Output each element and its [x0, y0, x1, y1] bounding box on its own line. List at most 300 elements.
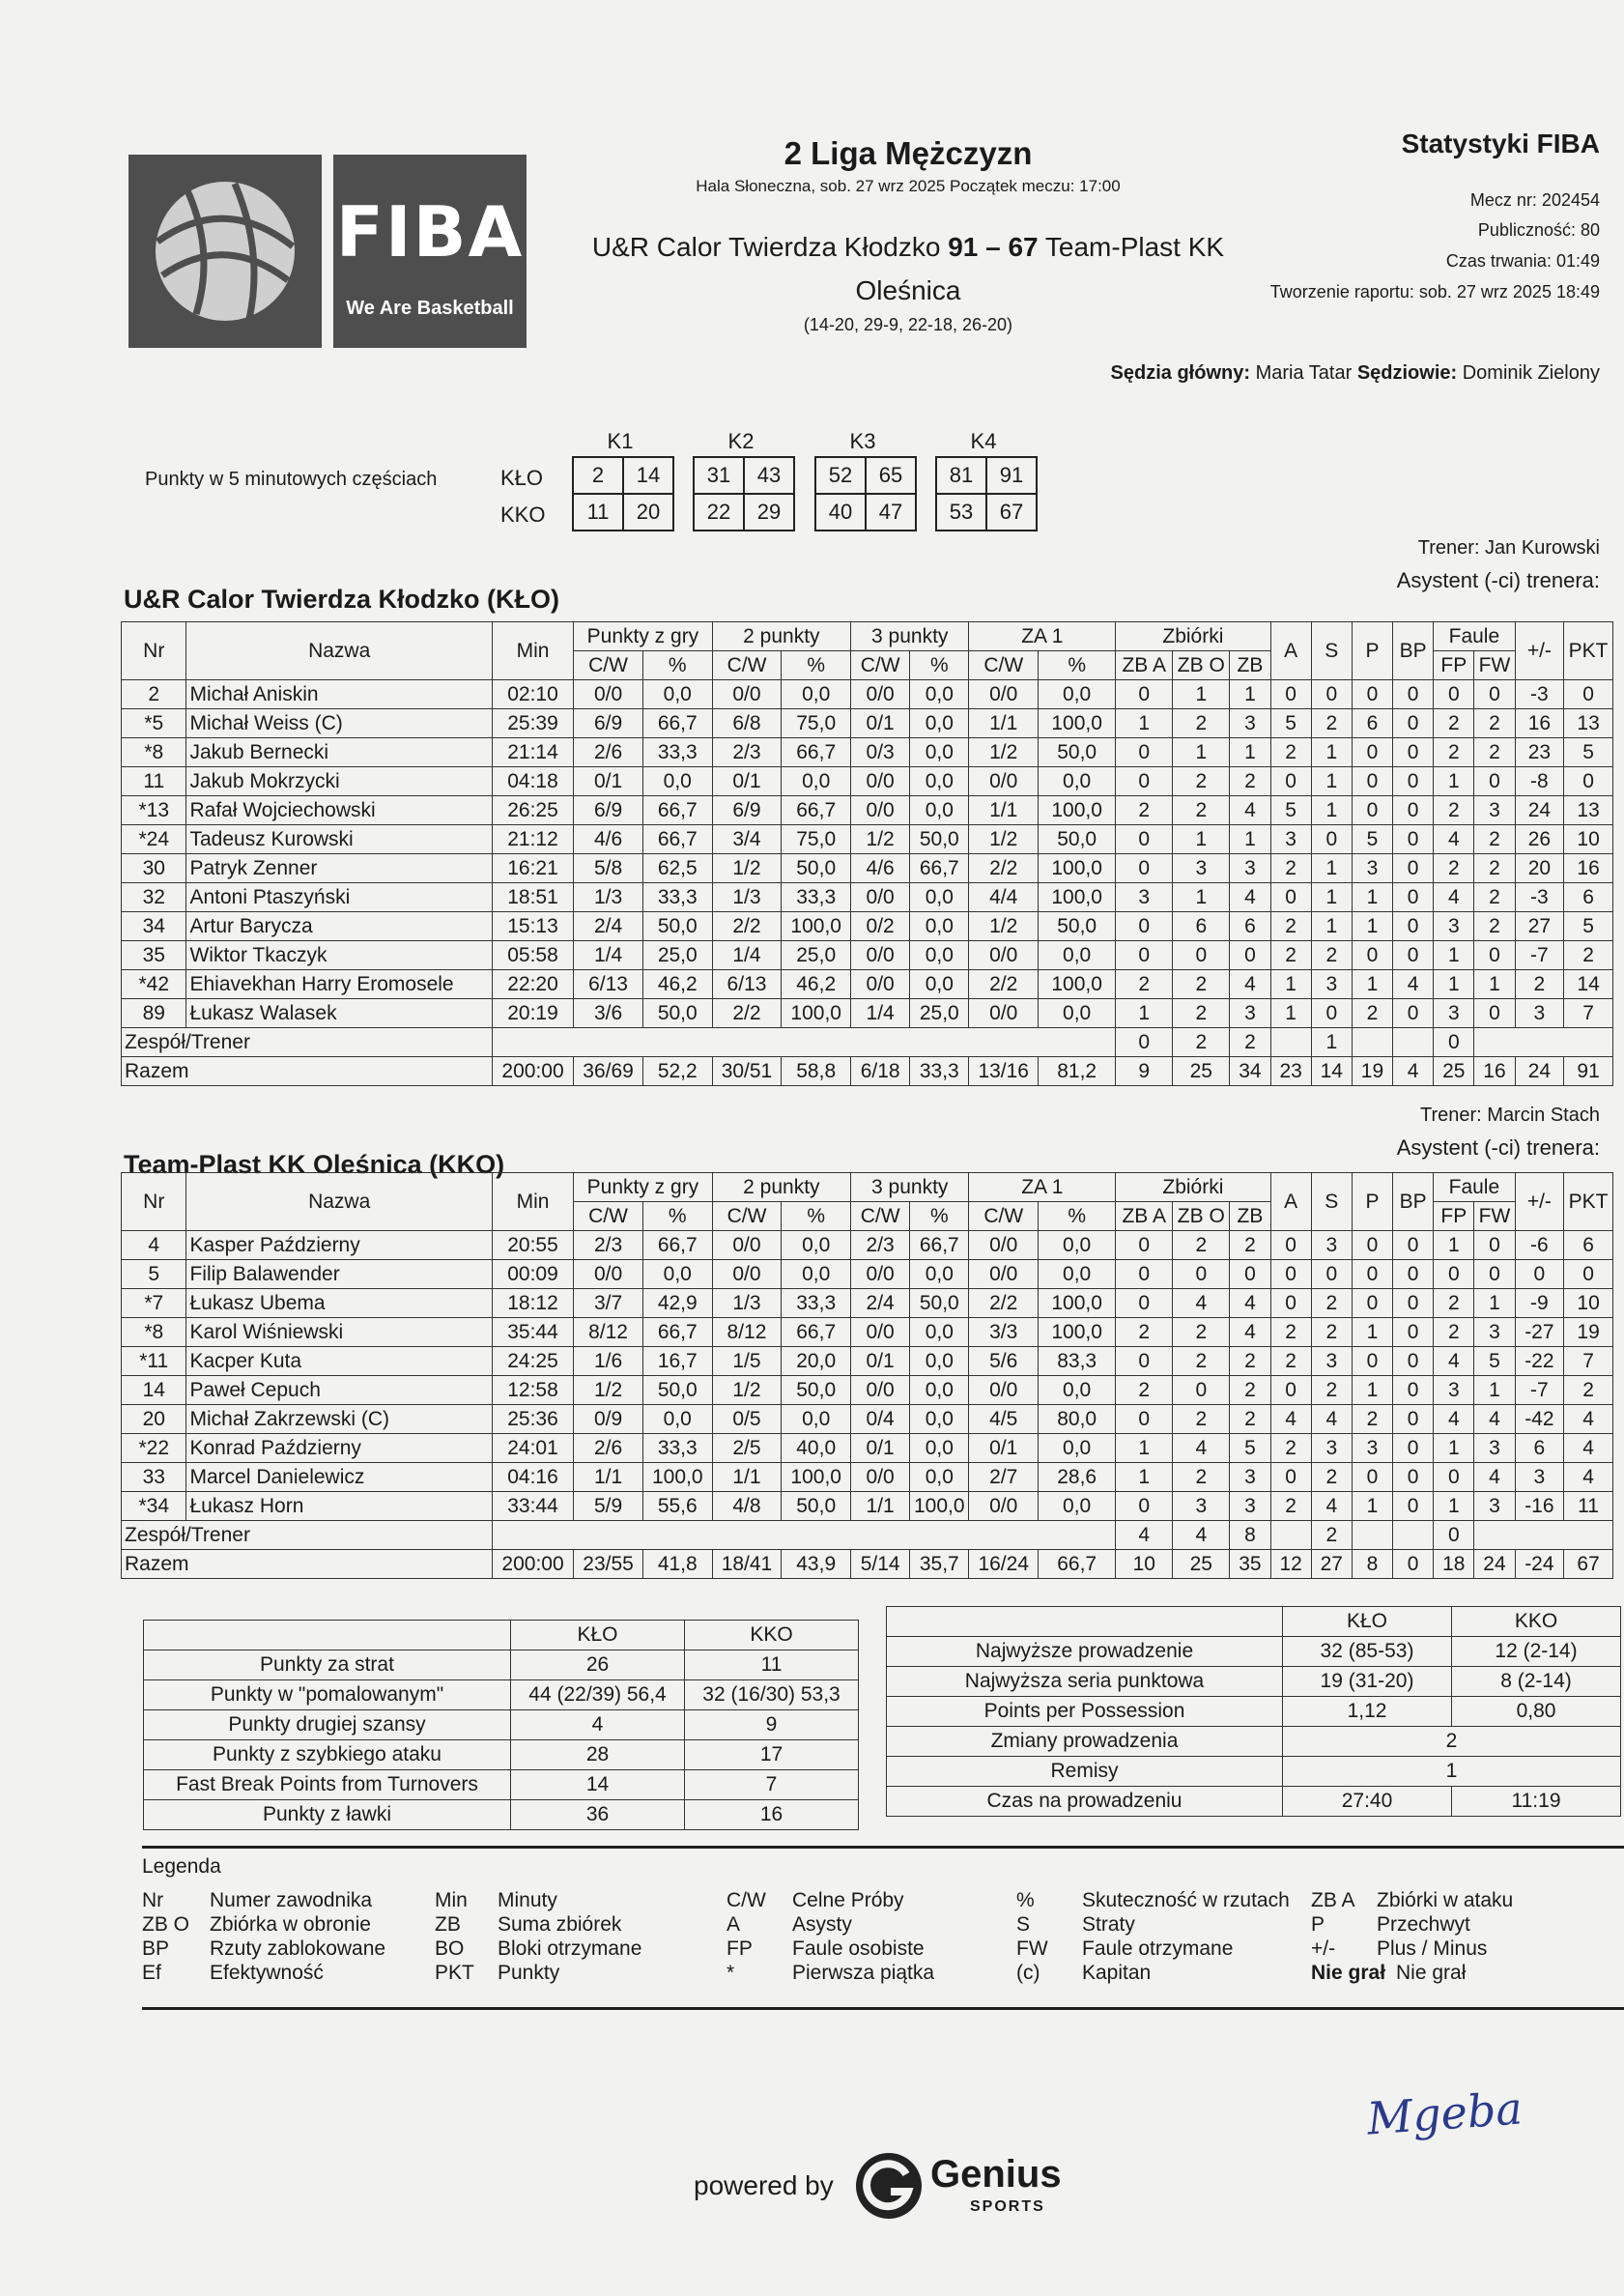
stat-cell: 0/0 — [969, 1492, 1039, 1521]
stat-cell: 4 — [1230, 970, 1270, 999]
comp-label: Najwyższa seria punktowa — [887, 1667, 1283, 1697]
player-name: Antoni Ptaszyński — [186, 883, 492, 912]
stat-cell: 0 — [1352, 767, 1392, 796]
stat-cell: 3 — [1311, 1347, 1352, 1376]
total-cell: 67 — [1564, 1550, 1613, 1579]
player-row — [122, 1260, 1613, 1289]
stat-cell: 0/0 — [969, 1231, 1039, 1260]
comp-value: 7 — [685, 1770, 859, 1800]
stat-cell: 6 — [1173, 912, 1230, 941]
stat-cell: 10 — [1564, 1289, 1613, 1318]
total-cell: 4 — [1393, 1057, 1434, 1086]
total-cell: 18 — [1434, 1550, 1474, 1579]
quarter-label: K3 — [849, 429, 876, 453]
fiba-ball-logo — [128, 155, 322, 348]
sub-col-header: C/W — [574, 1202, 643, 1231]
stat-cell: 10 — [1564, 825, 1613, 854]
five-min-value: 29 — [744, 494, 794, 531]
stat-cell: 2 — [1270, 1347, 1311, 1376]
stat-cell: 04:16 — [492, 1463, 573, 1492]
legend-abbr: PKT — [435, 1962, 474, 1984]
stat-cell: 4 — [1474, 1405, 1515, 1434]
stat-cell: 0 — [1393, 854, 1434, 883]
stat-cell: 0 — [1393, 767, 1434, 796]
stat-cell: 0/0 — [851, 1318, 910, 1347]
stat-cell: 3/4 — [712, 825, 782, 854]
stat-cell: 18:12 — [492, 1289, 573, 1318]
stat-cell: 1 — [1173, 825, 1230, 854]
stat-cell: 1/2 — [969, 825, 1039, 854]
stat-cell: 0,0 — [782, 1405, 851, 1434]
stat-cell: 2 — [1474, 825, 1515, 854]
col-ft: ZA 1 — [969, 1173, 1116, 1202]
player-row — [122, 1318, 1613, 1347]
comp-value: 2 — [1283, 1727, 1621, 1757]
stat-cell: 1 — [1116, 1463, 1173, 1492]
player-name: Łukasz Walasek — [186, 999, 492, 1028]
player-row — [122, 999, 1613, 1028]
comp-value: 1,12 — [1283, 1697, 1452, 1727]
player-row — [122, 1231, 1613, 1260]
five-min-value: 52 — [815, 457, 866, 494]
stat-cell: *11 — [122, 1347, 186, 1376]
stat-cell: 0 — [1393, 1347, 1434, 1376]
fiba-logo — [333, 155, 527, 348]
total-cell: 18/41 — [712, 1550, 782, 1579]
attendance: Publiczność: 80 — [1477, 220, 1600, 240]
legend-abbr: Nie grał — [1311, 1962, 1386, 1984]
stat-cell: 0 — [1116, 825, 1173, 854]
total-cell: 200:00 — [492, 1550, 573, 1579]
col-plus-minus: +/- — [1515, 622, 1564, 680]
stat-cell: 0/1 — [969, 1434, 1039, 1463]
sub-col-header: % — [642, 651, 712, 680]
stat-cell: 4 — [1173, 1289, 1230, 1318]
stat-cell: 5 — [1270, 709, 1311, 738]
stat-cell: *34 — [122, 1492, 186, 1521]
stat-cell: *5 — [122, 709, 186, 738]
stat-cell: 2/2 — [969, 1289, 1039, 1318]
player-name: Łukasz Horn — [186, 1492, 492, 1521]
stat-cell: 4 — [1173, 1434, 1230, 1463]
stat-cell: 2 — [1434, 854, 1474, 883]
comp-label: Fast Break Points from Turnovers — [144, 1770, 511, 1800]
stat-cell: 0 — [1270, 767, 1311, 796]
stat-cell: 0/0 — [851, 883, 910, 912]
stat-cell: 89 — [122, 999, 186, 1028]
legend-abbr: Min — [435, 1889, 468, 1911]
stat-cell: 3 — [1230, 999, 1270, 1028]
stat-cell: 20,0 — [782, 1347, 851, 1376]
five-min-value: 40 — [815, 494, 866, 531]
stat-cell: -16 — [1515, 1492, 1564, 1521]
legend-desc: Skuteczność w rzutach — [1082, 1889, 1290, 1911]
stat-cell: 24:25 — [492, 1347, 573, 1376]
stat-cell: 1 — [1434, 970, 1474, 999]
stat-cell: 2 — [1173, 709, 1230, 738]
stat-cell: 2 — [1311, 1376, 1352, 1405]
stat-cell: 6 — [1230, 912, 1270, 941]
col-name: Nazwa — [186, 622, 492, 680]
stat-cell: 66,7 — [782, 738, 851, 767]
legend-desc: Efektywność — [210, 1962, 324, 1984]
stat-cell: 5 — [1352, 825, 1392, 854]
stat-cell: 100,0 — [1039, 1318, 1116, 1347]
player-name: Kacper Kuta — [186, 1347, 492, 1376]
stat-cell: 0 — [1393, 1260, 1434, 1289]
stat-cell: 0,0 — [782, 680, 851, 709]
total-cell: 25 — [1173, 1550, 1230, 1579]
stat-cell: 0 — [1311, 825, 1352, 854]
stat-cell: 0/1 — [851, 1347, 910, 1376]
legend-desc: Punkty — [498, 1962, 560, 1984]
sub-col-header: C/W — [851, 1202, 910, 1231]
comp-value: 32 (85-53) — [1283, 1637, 1452, 1667]
stat-cell: 1 — [1474, 970, 1515, 999]
quarter-label: K2 — [727, 429, 755, 453]
legend-abbr: BP — [142, 1937, 170, 1960]
stat-cell: -27 — [1515, 1318, 1564, 1347]
five-min-value: 22 — [694, 494, 744, 531]
stat-cell: 2/4 — [851, 1289, 910, 1318]
stat-cell: 0 — [1393, 1492, 1434, 1521]
total-cell: 25 — [1434, 1057, 1474, 1086]
player-row — [122, 941, 1613, 970]
comp-row — [144, 1800, 859, 1830]
stat-cell: 1 — [1352, 1376, 1392, 1405]
col-blocks: BP — [1393, 1173, 1434, 1231]
legend-abbr: +/- — [1311, 1937, 1336, 1960]
stat-cell: 0/9 — [574, 1405, 643, 1434]
quarter-box — [935, 456, 1038, 531]
stat-cell: 66,7 — [642, 1318, 712, 1347]
team-rebound: 2 — [1230, 1028, 1270, 1057]
stat-cell: 100,0 — [1039, 796, 1116, 825]
col-min: Min — [492, 622, 573, 680]
stat-cell: 66,7 — [910, 1231, 969, 1260]
total-cell: 8 — [1352, 1550, 1392, 1579]
stat-cell: 100,0 — [782, 999, 851, 1028]
stat-cell: 62,5 — [642, 854, 712, 883]
five-min-value: 91 — [986, 457, 1037, 494]
team-row-label: Zespół/Trener — [122, 1028, 493, 1057]
stat-cell: 46,2 — [782, 970, 851, 999]
stat-cell: 100,0 — [782, 1463, 851, 1492]
comp-value: 11:19 — [1452, 1787, 1621, 1817]
stat-cell: 0 — [1474, 1231, 1515, 1260]
stat-cell: 0 — [1352, 680, 1392, 709]
stat-cell: 0 — [1352, 941, 1392, 970]
comparison-right — [886, 1606, 1621, 1817]
stat-cell: 0,0 — [910, 941, 969, 970]
stat-cell: 0 — [1116, 1492, 1173, 1521]
comp-label: Punkty drugiej szansy — [144, 1710, 511, 1740]
stat-cell: 15:13 — [492, 912, 573, 941]
stat-cell: 1 — [1230, 825, 1270, 854]
away-team-city: Oleśnica — [855, 275, 961, 305]
stat-cell: 2 — [1270, 1318, 1311, 1347]
stat-cell: 5/6 — [969, 1347, 1039, 1376]
home-team-name: U&R Calor Twierdza Kłodzko — [591, 232, 941, 262]
comp-value: 0,80 — [1452, 1697, 1621, 1727]
legend-top-divider — [142, 1846, 1624, 1849]
comp-value: 12 (2-14) — [1452, 1637, 1621, 1667]
stat-cell: 0 — [1173, 1260, 1230, 1289]
stat-cell: 2 — [1311, 941, 1352, 970]
legend-bottom-divider — [142, 2007, 1624, 2010]
col-assists: A — [1270, 622, 1311, 680]
stat-cell: 3/7 — [574, 1289, 643, 1318]
stat-cell: 2 — [1116, 1318, 1173, 1347]
col-min: Min — [492, 1173, 573, 1231]
fiba-wordmark: FIBA — [335, 191, 525, 273]
stat-cell: 0 — [1393, 999, 1434, 1028]
stat-cell: *8 — [122, 1318, 186, 1347]
comp-team-header: KŁO — [511, 1621, 685, 1650]
total-cell: 25 — [1173, 1057, 1230, 1086]
stat-cell: 1/1 — [969, 796, 1039, 825]
quarter-box — [572, 456, 674, 531]
stat-cell: 2 — [1352, 999, 1392, 1028]
stat-cell: -7 — [1515, 1376, 1564, 1405]
legend-abbr: * — [727, 1962, 735, 1984]
stat-cell: 66,7 — [782, 796, 851, 825]
stat-cell: 3 — [1116, 883, 1173, 912]
stat-cell: 0/4 — [851, 1405, 910, 1434]
stat-cell: 3 — [1173, 1492, 1230, 1521]
sub-col-header: % — [910, 1202, 969, 1231]
stat-cell: 0 — [1270, 1231, 1311, 1260]
stat-cell: 0,0 — [910, 970, 969, 999]
stat-cell: 24:01 — [492, 1434, 573, 1463]
team-turnover: 1 — [1311, 1028, 1352, 1057]
comp-row — [144, 1740, 859, 1770]
stat-cell: 1/1 — [712, 1463, 782, 1492]
referees: Sędzia główny: Maria Tatar Sędziowie: Dominik Zielony — [1110, 362, 1600, 384]
player-name: Rafał Wojciechowski — [186, 796, 492, 825]
stat-cell: 1/1 — [574, 1463, 643, 1492]
stat-cell: 33,3 — [782, 1289, 851, 1318]
comp-value: 4 — [511, 1710, 685, 1740]
comp-value: 9 — [685, 1710, 859, 1740]
stat-cell: 0 — [1393, 883, 1434, 912]
stat-cell: 3 — [1230, 1492, 1270, 1521]
sub-col-header: % — [910, 651, 969, 680]
legend-abbr: Nr — [142, 1889, 164, 1911]
five-min-team-2: KKO — [500, 502, 546, 527]
match-number: Mecz nr: 202454 — [1469, 190, 1600, 210]
stat-cell: 3 — [1311, 970, 1352, 999]
stat-cell: 18:51 — [492, 883, 573, 912]
sub-col-header: % — [782, 651, 851, 680]
stat-cell: 2 — [1270, 1492, 1311, 1521]
stat-cell: 4 — [1474, 1463, 1515, 1492]
stat-cell: 1 — [1173, 680, 1230, 709]
comp-row — [887, 1787, 1621, 1817]
stat-cell: 27 — [1515, 912, 1564, 941]
stat-cell: 0 — [1393, 738, 1434, 767]
stat-cell: 1 — [1270, 999, 1311, 1028]
stat-cell: 0,0 — [910, 709, 969, 738]
stat-cell: 66,7 — [642, 709, 712, 738]
col-ft: ZA 1 — [969, 622, 1116, 651]
total-cell: 43,9 — [782, 1550, 851, 1579]
stat-cell: 0,0 — [910, 1318, 969, 1347]
stat-cell: 2 — [1311, 1463, 1352, 1492]
total-cell: 200:00 — [492, 1057, 573, 1086]
stat-cell: 0/0 — [969, 680, 1039, 709]
total-cell: 0 — [1393, 1550, 1434, 1579]
stat-cell: 2/2 — [712, 912, 782, 941]
stat-cell: 0 — [1564, 680, 1613, 709]
legend-desc: Rzuty zablokowane — [210, 1937, 386, 1960]
stat-cell: 0 — [1393, 1318, 1434, 1347]
comp-team-header: KKO — [685, 1621, 859, 1650]
stat-cell: 33,3 — [642, 1434, 712, 1463]
total-cell: 41,8 — [642, 1550, 712, 1579]
stat-cell: 0,0 — [1039, 1231, 1116, 1260]
stat-cell: 0 — [1352, 738, 1392, 767]
stat-cell: 0,0 — [910, 680, 969, 709]
player-row — [122, 883, 1613, 912]
stat-cell: 3 — [1230, 1463, 1270, 1492]
col-nr: Nr — [122, 1173, 186, 1231]
col-blocks: BP — [1393, 622, 1434, 680]
stat-cell: 1 — [1173, 738, 1230, 767]
stat-cell: 0/0 — [851, 941, 910, 970]
sub-col-header: FP — [1434, 651, 1474, 680]
stat-cell: 2 — [1474, 854, 1515, 883]
venue-info: Hala Słoneczna, sob. 27 wrz 2025 Początek meczu: 17:00 — [696, 177, 1121, 195]
total-cell: 35,7 — [910, 1550, 969, 1579]
stat-cell: 0 — [1116, 1289, 1173, 1318]
stat-cell: *13 — [122, 796, 186, 825]
legend-desc: Faule osobiste — [792, 1937, 925, 1960]
col-2pt: 2 punkty — [712, 1173, 850, 1202]
stat-cell: 2 — [1173, 970, 1230, 999]
stat-cell: 0 — [1230, 1260, 1270, 1289]
total-cell: 16/24 — [969, 1550, 1039, 1579]
legend-desc: Faule otrzymane — [1082, 1937, 1234, 1960]
team-foul: 0 — [1434, 1521, 1474, 1550]
player-row — [122, 1376, 1613, 1405]
stat-cell: 2 — [1270, 912, 1311, 941]
stat-cell: 1 — [1311, 738, 1352, 767]
stat-cell: 0/0 — [712, 680, 782, 709]
stat-cell: 1 — [1311, 883, 1352, 912]
player-row — [122, 1405, 1613, 1434]
col-steals: P — [1352, 622, 1392, 680]
stat-cell: 20:55 — [492, 1231, 573, 1260]
stat-cell: 0/0 — [969, 941, 1039, 970]
stat-cell: 100,0 — [782, 912, 851, 941]
team2-box-score — [121, 1172, 1613, 1579]
stat-cell: 100,0 — [1039, 970, 1116, 999]
stat-cell: 0/0 — [851, 1463, 910, 1492]
team-rebound: 4 — [1173, 1521, 1230, 1550]
stat-cell: 0 — [1393, 825, 1434, 854]
stat-cell: 1/3 — [712, 883, 782, 912]
stat-cell: 0 — [1393, 1463, 1434, 1492]
stat-cell: 0/0 — [851, 796, 910, 825]
legend-abbr: FP — [727, 1937, 753, 1960]
player-name: Michał Weiss (C) — [186, 709, 492, 738]
stat-cell: -3 — [1515, 883, 1564, 912]
powered-by: powered by — [694, 2170, 834, 2200]
legend-abbr: (c) — [1016, 1962, 1040, 1984]
stat-cell: -9 — [1515, 1289, 1564, 1318]
team-coach-row — [122, 1028, 1613, 1057]
stat-cell: 0,0 — [910, 1405, 969, 1434]
stat-cell: 2/5 — [712, 1434, 782, 1463]
comp-row — [144, 1710, 859, 1740]
sub-col-header: C/W — [851, 651, 910, 680]
stat-cell: 0/0 — [969, 1260, 1039, 1289]
stat-cell: 4 — [1564, 1434, 1613, 1463]
stat-cell: 2 — [1311, 1289, 1352, 1318]
comp-shared-row — [887, 1757, 1621, 1787]
player-row — [122, 854, 1613, 883]
sub-col-header: ZB — [1230, 1202, 1270, 1231]
stat-cell: 0 — [1311, 999, 1352, 1028]
stat-cell: 2 — [1515, 970, 1564, 999]
stat-cell: 0 — [1393, 1434, 1434, 1463]
stat-cell: 0,0 — [642, 1405, 712, 1434]
player-name: Ehiavekhan Harry Eromosele — [186, 970, 492, 999]
stat-cell: 20 — [1515, 854, 1564, 883]
stat-cell: 0,0 — [910, 912, 969, 941]
stat-cell: 1/1 — [969, 709, 1039, 738]
stat-cell: 0/0 — [851, 970, 910, 999]
stat-cell: 50,0 — [910, 825, 969, 854]
col-plus-minus: +/- — [1515, 1173, 1564, 1231]
stat-cell: 83,3 — [1039, 1347, 1116, 1376]
sub-col-header: % — [1039, 651, 1116, 680]
stat-cell: 2/4 — [574, 912, 643, 941]
legend-abbr: S — [1016, 1913, 1031, 1936]
sub-col-header: ZB A — [1116, 1202, 1173, 1231]
stat-cell: 3 — [1434, 1376, 1474, 1405]
player-name: Tadeusz Kurowski — [186, 825, 492, 854]
stat-cell: 4/6 — [574, 825, 643, 854]
stat-cell: 3/3 — [969, 1318, 1039, 1347]
stat-cell: 11 — [1564, 1492, 1613, 1521]
stat-cell: 34 — [122, 912, 186, 941]
stat-cell: 11 — [122, 767, 186, 796]
player-row — [122, 1347, 1613, 1376]
genius-g-icon — [850, 2147, 927, 2224]
stat-cell: 0 — [1173, 941, 1230, 970]
stat-cell: 2 — [122, 680, 186, 709]
player-row — [122, 1492, 1613, 1521]
sub-col-header: ZB O — [1173, 651, 1230, 680]
stat-cell: 0/0 — [851, 1376, 910, 1405]
stat-cell: 1/2 — [851, 825, 910, 854]
comp-team-header: KŁO — [1283, 1607, 1452, 1637]
stat-cell: 0/0 — [851, 1260, 910, 1289]
five-min-team-1: KŁO — [500, 466, 544, 490]
stat-cell: 2 — [1564, 941, 1613, 970]
team-turnover: 2 — [1311, 1521, 1352, 1550]
stat-cell: 1/2 — [712, 854, 782, 883]
stat-cell: 0 — [1116, 738, 1173, 767]
total-cell: 10 — [1116, 1550, 1173, 1579]
stat-cell: 26 — [1515, 825, 1564, 854]
col-turnovers: S — [1311, 1173, 1352, 1231]
stat-cell: 50,0 — [1039, 912, 1116, 941]
total-cell: 81,2 — [1039, 1057, 1116, 1086]
stat-cell: 2 — [1270, 854, 1311, 883]
